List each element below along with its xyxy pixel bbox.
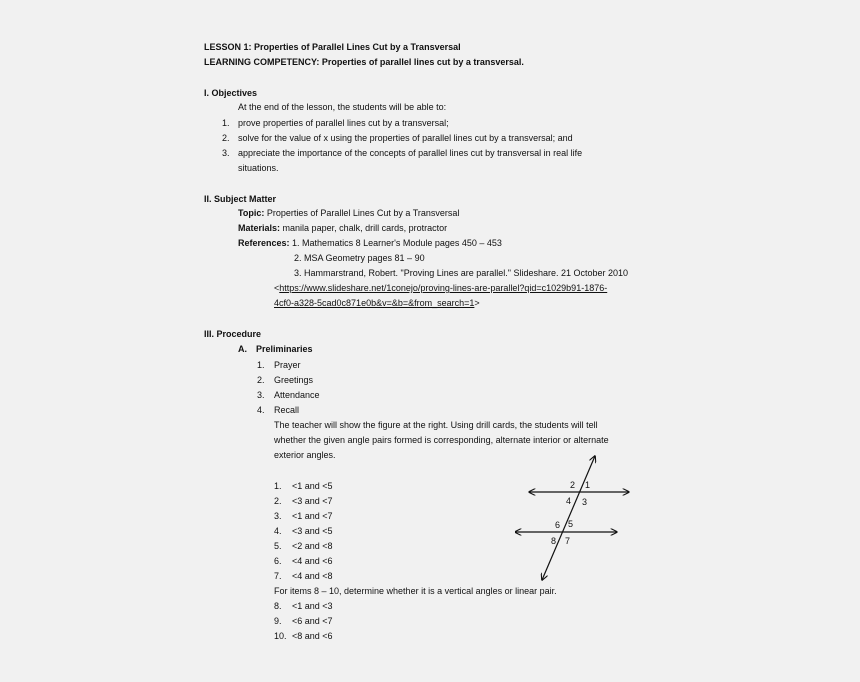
angle-label-8: 8 bbox=[551, 536, 557, 546]
materials-label: Materials: bbox=[238, 223, 281, 233]
drill-number: 6. bbox=[274, 556, 282, 566]
step-number: 3. bbox=[257, 390, 265, 400]
drill-item: <1 and <3 bbox=[292, 601, 333, 611]
section-a-number: A. bbox=[238, 344, 247, 354]
reference-1: 1. Mathematics 8 Learner's Module pages 450 – 453 bbox=[292, 238, 502, 248]
materials-row bbox=[238, 223, 447, 234]
drill-item: <3 and <7 bbox=[292, 496, 333, 506]
angle-label-1: 1 bbox=[585, 480, 591, 490]
drill-number: 4. bbox=[274, 526, 282, 536]
objectives-intro: At the end of the lesson, the students will be able to: bbox=[238, 102, 447, 112]
recall-text: exterior angles. bbox=[274, 450, 336, 460]
angle-label-2: 2 bbox=[570, 480, 576, 490]
objective-item-continued: situations. bbox=[238, 163, 279, 173]
drill-number: 1. bbox=[274, 481, 282, 491]
recall-text: whether the given angle pairs formed is corresponding, alternate interior or alternate bbox=[274, 435, 609, 445]
objective-item: prove properties of parallel lines cut by a transversal; bbox=[238, 118, 449, 128]
drill-item: <6 and <7 bbox=[292, 616, 333, 626]
reference-link[interactable]: https://www.slideshare.net/1conejo/proving-lines-are-parallel?qid=c1029b91-1876- bbox=[279, 283, 608, 293]
parallel-lines-transversal-figure bbox=[515, 448, 635, 588]
step-item: Prayer bbox=[274, 360, 301, 370]
drill-number: 5. bbox=[274, 541, 282, 551]
objective-number: 2. bbox=[222, 133, 230, 143]
angle-label-4: 4 bbox=[566, 496, 572, 506]
reference-link-continued[interactable]: 4cf0-a328-5cad0c871e0b&v=&b=&from_search=1 bbox=[274, 298, 475, 308]
lesson-title: LESSON 1: Properties of Parallel Lines Cut by a Transversal bbox=[204, 42, 461, 52]
drill-number: 7. bbox=[274, 571, 282, 581]
angle-label-7: 7 bbox=[565, 536, 571, 546]
topic-value: Properties of Parallel Lines Cut by a Transversal bbox=[266, 208, 460, 218]
objective-number: 3. bbox=[222, 148, 230, 158]
angle-label-6: 6 bbox=[555, 520, 561, 530]
step-number: 2. bbox=[257, 375, 265, 385]
link-close-bracket: > bbox=[474, 298, 480, 308]
drill-item: <8 and <6 bbox=[292, 631, 333, 641]
items-8-10-instruction: For items 8 – 10, determine whether it is a vertical angles or linear pair. bbox=[274, 586, 557, 596]
objective-item: appreciate the importance of the concepts of parallel lines cut by transversal in real life bbox=[238, 148, 583, 158]
link-open-bracket: < bbox=[274, 283, 280, 293]
drill-number: 8. bbox=[274, 601, 282, 611]
step-item: Attendance bbox=[274, 390, 320, 400]
learning-competency: LEARNING COMPETENCY: Properties of parallel lines cut by a transversal. bbox=[204, 57, 524, 67]
drill-number: 3. bbox=[274, 511, 282, 521]
angle-label-5: 5 bbox=[568, 519, 574, 529]
reference-3-link-line-2 bbox=[274, 298, 480, 309]
angle-label-3: 3 bbox=[582, 497, 588, 507]
reference-2: 2. MSA Geometry pages 81 – 90 bbox=[294, 253, 425, 263]
section-a-title: Preliminaries bbox=[256, 344, 313, 354]
drill-item: <4 and <6 bbox=[292, 556, 333, 566]
recall-text: The teacher will show the figure at the right. Using drill cards, the students will tell bbox=[274, 420, 598, 430]
step-number: 1. bbox=[257, 360, 265, 370]
drill-number: 9. bbox=[274, 616, 282, 626]
materials-value: manila paper, chalk, drill cards, protractor bbox=[282, 223, 448, 233]
topic-label: Topic: bbox=[238, 208, 265, 218]
topic-row bbox=[238, 208, 459, 219]
step-item: Greetings bbox=[274, 375, 314, 385]
references-label: References: bbox=[238, 238, 290, 248]
drill-number: 2. bbox=[274, 496, 282, 506]
subject-matter-heading: II. Subject Matter bbox=[204, 194, 277, 204]
step-item: Recall bbox=[274, 405, 300, 415]
reference-3-link-line-1 bbox=[274, 283, 607, 294]
objective-item: solve for the value of x using the properties of parallel lines cut by a transversal; and bbox=[238, 133, 573, 143]
drill-item: <3 and <5 bbox=[292, 526, 333, 536]
objectives-heading: I. Objectives bbox=[204, 88, 258, 98]
objective-number: 1. bbox=[222, 118, 230, 128]
drill-number: 10. bbox=[274, 631, 287, 641]
procedure-heading: III. Procedure bbox=[204, 329, 262, 339]
drill-item: <2 and <8 bbox=[292, 541, 333, 551]
drill-item: <1 and <5 bbox=[292, 481, 333, 491]
reference-3: 3. Hammarstrand, Robert. "Proving Lines are parallel." Slideshare. 21 October 2010 bbox=[294, 268, 629, 278]
transversal-line bbox=[542, 456, 595, 580]
step-number: 4. bbox=[257, 405, 265, 415]
drill-item: <4 and <8 bbox=[292, 571, 333, 581]
drill-item: <1 and <7 bbox=[292, 511, 333, 521]
references-row bbox=[238, 238, 502, 249]
